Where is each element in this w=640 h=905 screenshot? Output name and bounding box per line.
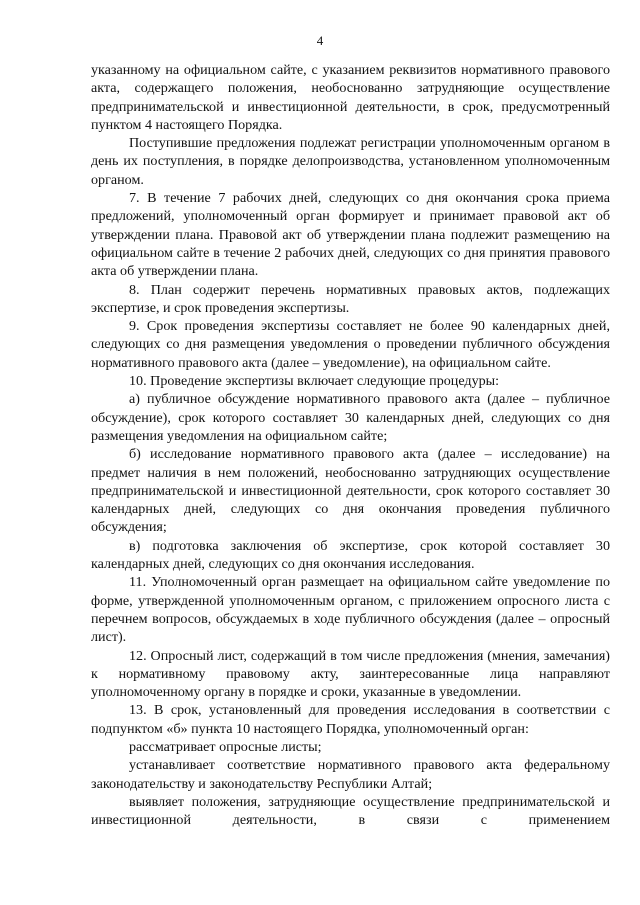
paragraph-item-13: 13. В срок, установленный для проведения исследования в соответствии с подпунктом «б» пункта 10 настоящего Порядка, уполномоченный орган: xyxy=(91,702,610,737)
paragraph-item-9: 9. Срок проведения экспертизы составляет не более 90 календарных дней, следующих со дня размещения уведомления о проведении публичного обсуждения нормативного правового акта (далее – уведомление), на официальном сайте. xyxy=(91,318,610,371)
paragraph-item-11: 11. Уполномоченный орган размещает на официальном сайте уведомление по форме, утвержденной уполномоченным органом, с приложением опросного листа с перечнем вопросов, обсуждаемых в ходе публичного обсуждения (далее – опросный лист). xyxy=(91,574,610,646)
paragraph-item-7: 7. В течение 7 рабочих дней, следующих со дня окончания срока приема предложений, уполномоченный орган формирует и принимает правовой акт об утверждении плана. Правовой акт об утверждении плана подлежит размещению на официальном сайте в течение 2 рабочих дней, следующих со дня принятия правового акта об утверждении плана. xyxy=(91,190,610,280)
page-number: 4 xyxy=(316,33,324,48)
paragraph-continuation: указанному на официальном сайте, с указанием реквизитов нормативного правового акта, содержащего положения, необоснованно затрудняющие осуществление предпринимательской и инвестиционной деятельности, в срок, предусмотренный пунктом 4 настоящего Порядка. xyxy=(91,62,610,133)
paragraph-item-8: 8. План содержит перечень нормативных правовых актов, подлежащих экспертизе, и срок проведения экспертизы. xyxy=(91,281,610,316)
paragraph-item-10: 10. Проведение экспертизы включает следующие процедуры: xyxy=(129,373,500,390)
paragraph-item-10b: б) исследование нормативного правового акта (далее – исследование) на предмет наличия в нем положений, необоснованно затрудняющих осуществление предпринимательской и инвестиционной деятельности, срок которого составляет 30 календарных дней, следующих со дня окончания проведения публичного обсуждения; xyxy=(91,446,610,536)
paragraph-item-12: 12. Опросный лист, содержащий в том числе предложения (мнения, замечания) к нормативному правовому акту, заинтересованные лица направляют уполномоченному органу в порядке и сроки, указанные в уведомлении. xyxy=(91,647,610,701)
paragraph-item-10a: а) публичное обсуждение нормативного правового акта (далее – публичное обсуждение), срок которого составляет 30 календарных дней, следующих со дня размещения уведомления на официальном сайте; xyxy=(91,391,610,444)
document-body xyxy=(91,61,610,829)
paragraph-item-13-identifies: выявляет положения, затрудняющие осуществление предпринимательской и инвестиционной деятельности, в связи с применением xyxy=(91,793,610,829)
paragraph-item-13-compliance: устанавливает соответствие нормативного правового акта федеральному законодательству и законодательству Республики Алтай; xyxy=(91,757,610,792)
paragraph-item-10c: в) подготовка заключения об экспертизе, срок которой составляет 30 календарных дней, следующих со дня окончания исследования. xyxy=(91,537,610,573)
paragraph-item-13-reviews: рассматривает опросные листы; xyxy=(129,738,322,755)
paragraph-registration: Поступившие предложения подлежат регистрации уполномоченным органом в день их поступления, в порядке делопроизводства, установленном уполномоченным органом. xyxy=(91,135,610,188)
